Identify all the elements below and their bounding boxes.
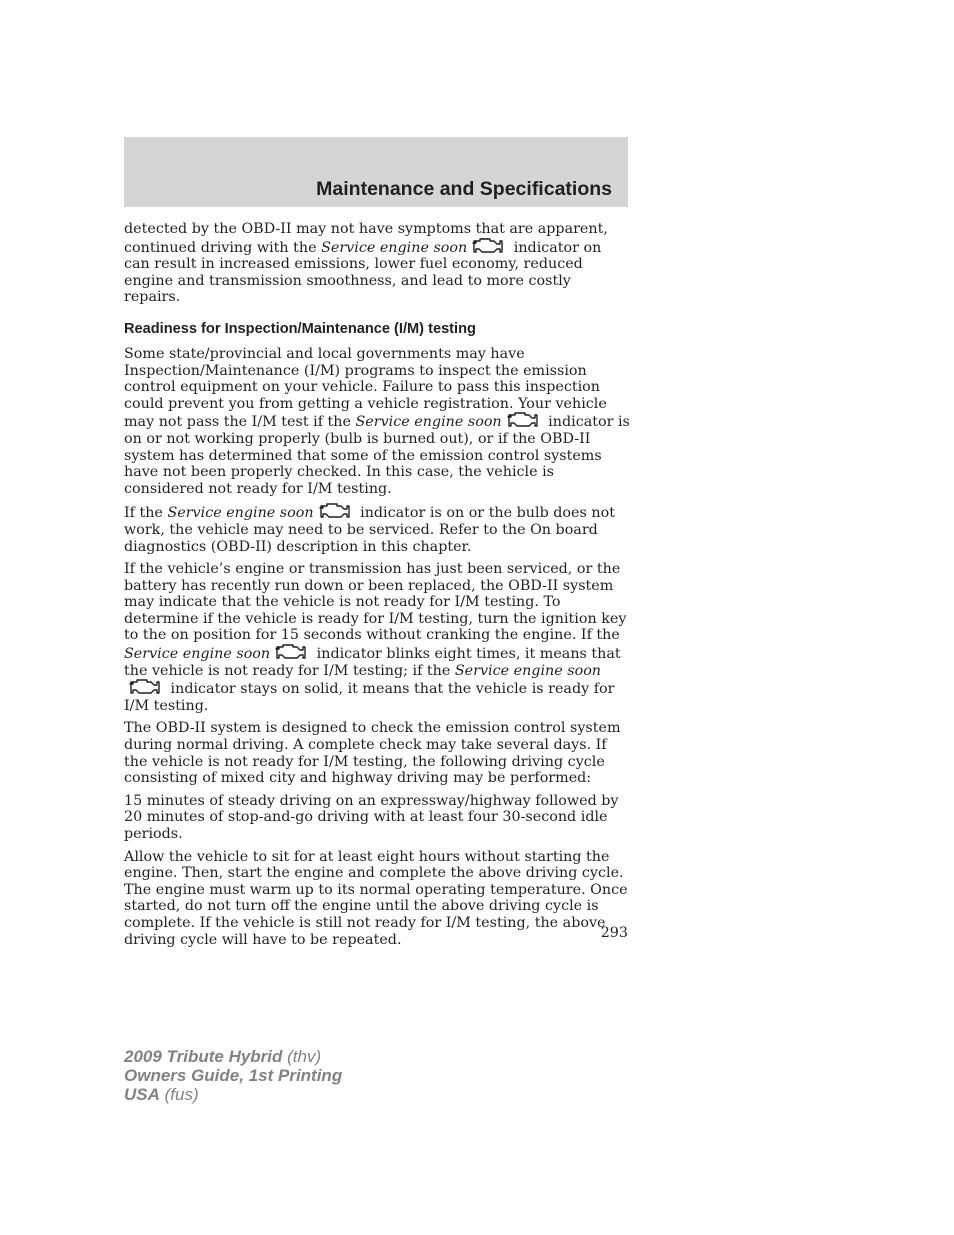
check-engine-icon — [469, 238, 503, 256]
page-content — [124, 221, 630, 954]
document-footer — [124, 1047, 342, 1104]
check-engine-icon — [272, 644, 306, 662]
check-engine-icon — [316, 503, 350, 521]
check-engine-icon — [504, 412, 538, 430]
footer-line-3: USA (fus) — [124, 1085, 199, 1104]
check-engine-icon — [126, 679, 160, 697]
section-title: Maintenance and Specifications — [316, 178, 612, 200]
paragraph-im-programs: Some state/provincial and local governments may have Inspection/Maintenance (I/M) programs to inspect the emission control equipment on your vehicle. Failure to pass this inspection could prevent you from getting a vehicle registration. Your vehicle may not pass the I/M test if the Service engine soon indicator is on or not working properly (bulb is burned out), or if the OBD-II system has determined that some of the emission control systems have not been properly checked. In this case, the vehicle is considered not ready for I/M testing. — [124, 345, 630, 497]
page-number: 293 — [600, 925, 628, 941]
paragraph-driving-cycle: 15 minutes of steady driving on an expressway/highway followed by 20 minutes of stop-and-go driving with at least four 30-second idle periods. — [124, 792, 619, 842]
paragraph-indicator-on: If the Service engine soon indicator is on or the bulb does not work, the vehicle may need to be serviced. Refer to the On board diagnostics (OBD-II) description in this chapter. — [124, 505, 615, 555]
paragraph-readiness-check: If the vehicle’s engine or transmission has just been serviced, or the battery has recently run down or been replaced, the OBD-II system may indicate that the vehicle is not ready for I/M testing. To determine if the vehicle is ready for I/M testing, turn the ignition key to the on position for 15 seconds without cranking the engine. If the Service engine soon indicator blinks eight times, it means that the vehicle is not ready for I/M testing; if the Service engine soon indicator stays on solid, it means that the vehicle is ready for I/M testing. — [124, 561, 627, 714]
section-header-band — [124, 137, 628, 207]
paragraph-obd-symptoms: detected by the OBD-II may not have symptoms that are apparent, continued driving with the Service engine soon indicator on can result in increased emissions, lower fuel economy, reduced engine and transmission smoothness, and lead to more costly repairs. — [124, 221, 608, 306]
footer-line-1: 2009 Tribute Hybrid (thv) — [124, 1047, 322, 1066]
paragraph-repeat-cycle: Allow the vehicle to sit for at least eight hours without starting the engine. Then, start the engine and complete the above driving cycle. The engine must warm up to its normal operating temperature. Once started, do not turn off the engine until the above driving cycle is complete. If the vehicle is still not ready for I/M testing, the above driving cycle will have to be repeated. — [124, 848, 628, 948]
section-heading: Readiness for Inspection/Maintenance (I/M) testing — [124, 320, 476, 337]
paragraph-obd-design: The OBD-II system is designed to check the emission control system during normal driving. A complete check may take several days. If the vehicle is not ready for I/M testing, the following driving cycle consisting of mixed city and highway driving may be performed: — [124, 720, 621, 787]
footer-line-2: Owners Guide, 1st Printing — [124, 1066, 343, 1085]
